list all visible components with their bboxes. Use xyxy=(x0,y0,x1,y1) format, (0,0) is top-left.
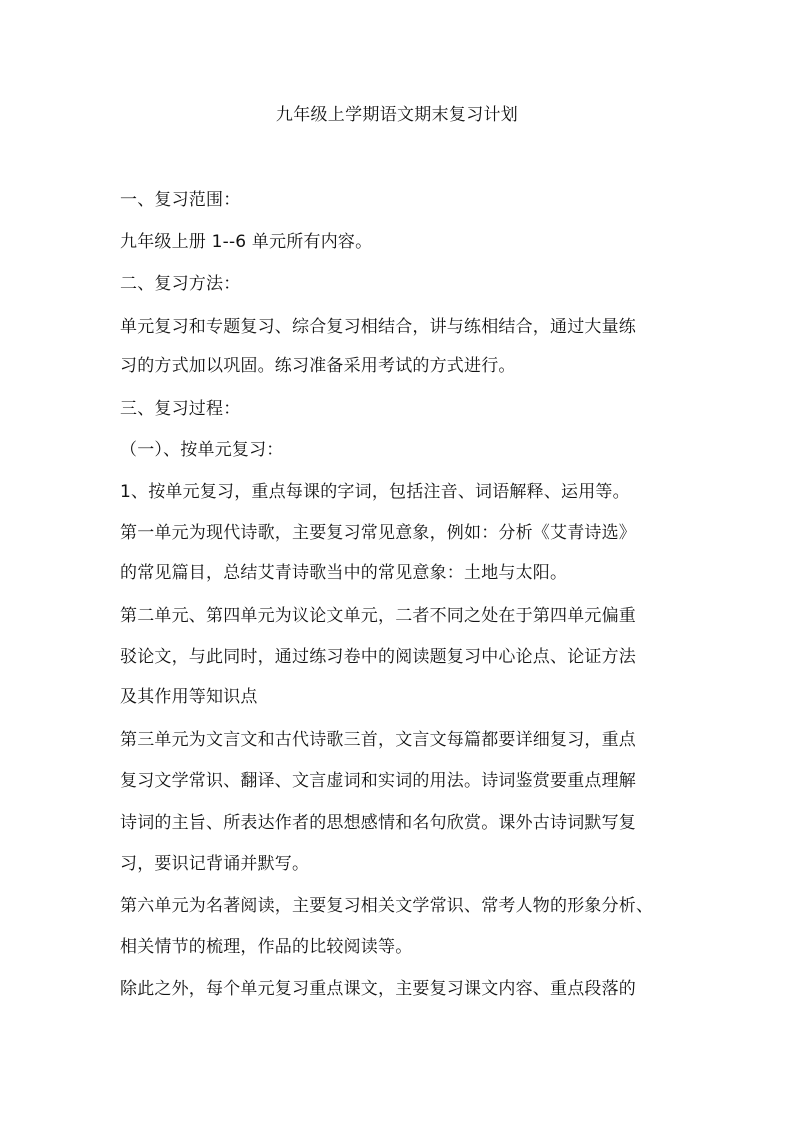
paragraph-line: 复习文学常识、翻译、文言虚词和实词的用法。诗词鉴赏要重点理解 xyxy=(120,771,636,791)
paragraph-line: 除此之外，每个单元复习重点课文，主要复习课文内容、重点段落的 xyxy=(120,979,636,999)
paragraph-line: 驳论文，与此同时，通过练习卷中的阅读题复习中心论点、论证方法 xyxy=(120,647,636,667)
paragraph-line: 第三单元为文言文和古代诗歌三首，文言文每篇都要详细复习，重点 xyxy=(120,730,636,750)
section-heading-scope: 一、复习范围： xyxy=(120,190,241,210)
paragraph-line: 相关情节的梳理，作品的比较阅读等。 xyxy=(120,937,413,957)
paragraph-line: 第六单元为名著阅读，主要复习相关文学常识、常考人物的形象分析、 xyxy=(120,896,654,916)
page-title: 九年级上学期语文期末复习计划 xyxy=(275,105,519,125)
paragraph-line: 第一单元为现代诗歌，主要复习常见意象，例如：分析《艾青诗选》 xyxy=(120,523,636,543)
paragraph-line: 九年级上册 1--6 单元所有内容。 xyxy=(120,232,373,252)
paragraph-line: 的常见篇目，总结艾青诗歌当中的常见意象：土地与太阳。 xyxy=(120,563,568,583)
paragraph-line: 1、按单元复习，重点每课的字词，包括注音、词语解释、运用等。 xyxy=(120,482,630,502)
paragraph-line: 习的方式加以巩固。练习准备采用考试的方式进行。 xyxy=(120,356,516,376)
section-heading-method: 二、复习方法： xyxy=(120,274,241,294)
section-heading-process: 三、复习过程： xyxy=(120,399,241,419)
subsection-heading: （一）、按单元复习： xyxy=(120,440,284,460)
paragraph-line: 诗词的主旨、所表达作者的思想感情和名句欣赏。课外古诗词默写复 xyxy=(120,813,636,833)
paragraph-line: 单元复习和专题复习、综合复习相结合，讲与练相结合，通过大量练 xyxy=(120,317,636,337)
paragraph-line: 第二单元、第四单元为议论文单元，二者不同之处在于第四单元偏重 xyxy=(120,606,636,626)
paragraph-line: 习，要识记背诵并默写。 xyxy=(120,854,310,874)
paragraph-line: 及其作用等知识点 xyxy=(120,687,258,707)
